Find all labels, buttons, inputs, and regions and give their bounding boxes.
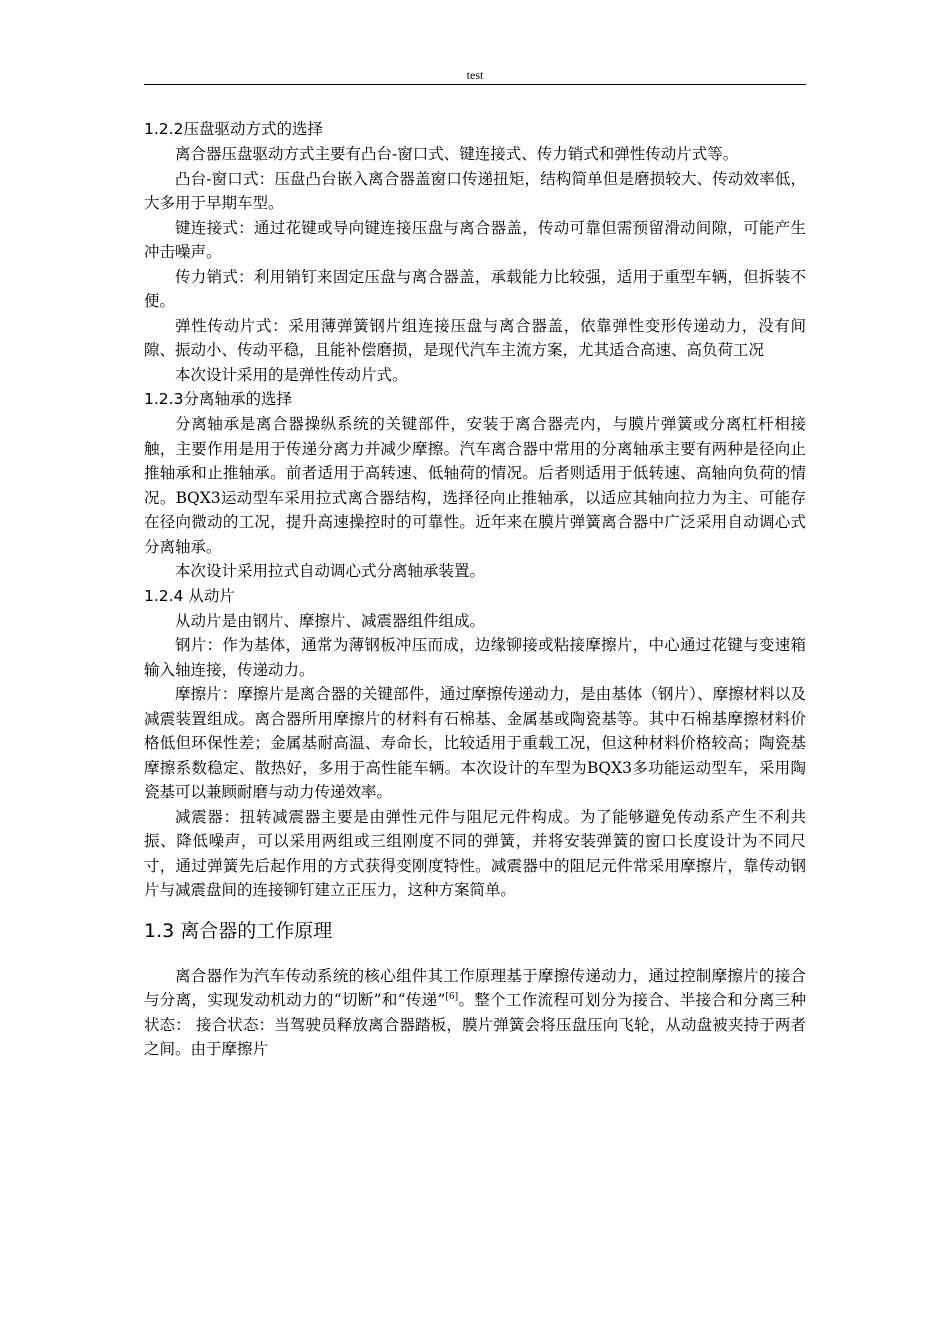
paragraph: 传力销式：利用销钉来固定压盘与离合器盖，承载能力比较强，适用于重型车辆，但拆装不便。 <box>144 267 806 310</box>
paragraph: 本次设计采用拉式自动调心式分离轴承装置。 <box>175 562 486 580</box>
heading-1-2-2: 1.2.2压盘驱动方式的选择 <box>144 120 323 138</box>
heading-1-3: 1.3 离合器的工作原理 <box>144 919 333 942</box>
citation-ref: [6] <box>445 991 459 1002</box>
paragraph: 分离轴承是离合器操纵系统的关键部件，安装于离合器壳内，与膜片弹簧或分离杠杆相接触，主要作用是用于传递分离力并减少摩擦。汽车离合器中常用的分离轴承主要有两种是径向止推轴承和止推轴承。前者适用于高转速、低轴荷的情况。后者则适用于低转速、高轴向负荷的情况。BQX3运动型车采用拉式离合器结构，选择径向止推轴承，以适应其轴向拉力为主、可能存在径向微动的工况，提升高速操控时的可靠性。近年来在膜片弹簧离合器中广泛采用自动调心式分离轴承。 <box>144 415 806 556</box>
paragraph-text: 离合器作为汽车传动系统的核心组件其工作原理基于摩擦传递动力，通过控制摩擦片的接合与分离，实现发动机动力的“切断”和“传递” <box>144 966 806 1009</box>
heading-1-2-4: 1.2.4 从动片 <box>144 586 235 605</box>
paragraph: 凸台-窗口式：压盘凸台嵌入离合器盖窗口传递扭矩，结构简单但是磨损较大、传动效率低，大多用于早期车型。 <box>144 169 806 212</box>
heading-1-2-3: 1.2.3分离轴承的选择 <box>144 390 292 408</box>
page-header: test <box>466 68 484 82</box>
document-body <box>144 117 806 1062</box>
paragraph: 从动片是由钢片、摩擦片、减震器组件组成。 <box>175 611 486 630</box>
paragraph: 弹性传动片式：采用薄弹簧钢片组连接压盘与离合器盖，依靠弹性变形传递动力，没有间隙、振动小、传动平稳，且能补偿磨损，是现代汽车主流方案，尤其适合高速、高负荷工况 <box>144 316 806 359</box>
paragraph: 本次设计采用的是弹性传动片式。 <box>175 365 408 384</box>
paragraph: 钢片：作为基体，通常为薄钢板冲压而成，边缘铆接或粘接摩擦片，中心通过花键与变速箱输入轴连接，传递动力。 <box>144 636 806 679</box>
paragraph <box>144 964 806 1062</box>
header-rule <box>144 84 806 85</box>
paragraph: 摩擦片：摩擦片是离合器的关键部件，通过摩擦传递动力，是由基体（钢片）、摩擦材料以及减震装置组成。离合器所用摩擦片的材料有石棉基、金属基或陶瓷基等。其中石棉基摩擦材料价格低但环保性差；金属基耐高温、寿命长，比较适用于重载工况，但这种材料价格较高；陶瓷基摩擦系数稳定、散热好，多用于高性能车辆。本次设计的车型为BQX3多功能运动型车，采用陶瓷基可以兼顾耐磨与动力传递效率。 <box>144 685 806 801</box>
paragraph: 减震器：扭转减震器主要是由弹性元件与阻尼元件构成。为了能够避免传动系产生不利共振、降低噪声，可以采用两组或三组刚度不同的弹簧，并将安装弹簧的窗口长度设计为不同尺寸，通过弹簧先后起作用的方式获得变刚度特性。减震器中的阻尼元件常采用摩擦片，靠传动钢片与减震盘间的连接铆钉建立正压力，这种方案简单。 <box>144 807 806 899</box>
paragraph: 键连接式：通过花键或导向键连接压盘与离合器盖，传动可靠但需预留滑动间隙，可能产生冲击噪声。 <box>144 218 806 261</box>
paragraph-text: 。整个工作流程可划分为接合、半接合和分离三种状态： 接合状态：当驾驶员释放离合器踏板，膜片弹簧会将压盘压向飞轮，从动盘被夹持于两者之间。由于摩擦片 <box>144 991 806 1058</box>
paragraph: 离合器压盘驱动方式主要有凸台-窗口式、键连接式、传力销式和弹性传动片式等。 <box>175 145 739 163</box>
